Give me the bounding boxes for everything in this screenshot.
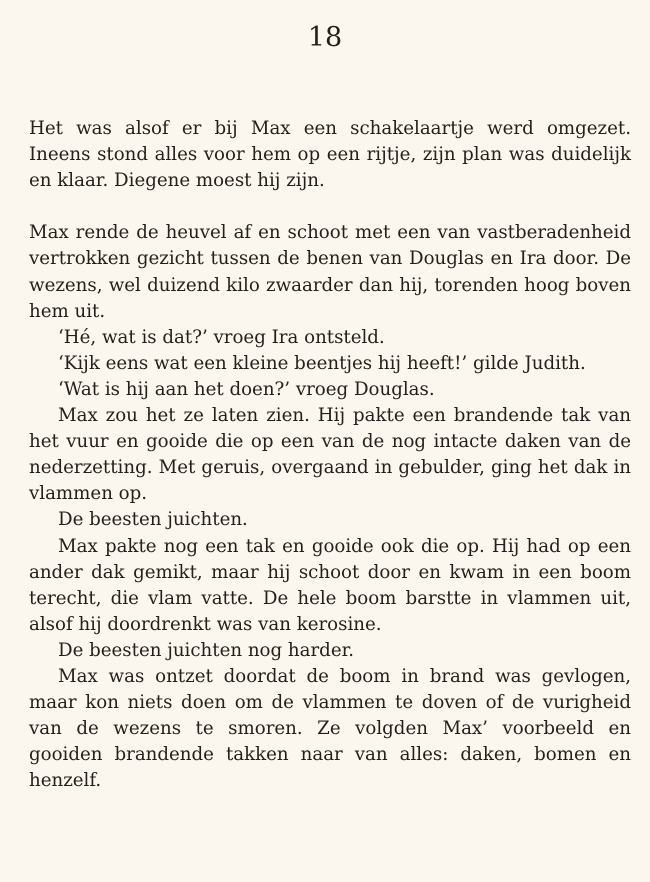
page-number: 18: [307, 22, 343, 53]
paragraph: ‘Kijk eens wat een kleine beentjes hij heeft!’ gilde Judith.: [58, 352, 586, 374]
paragraph: Max zou het ze laten zien. Hij pakte een brandende tak van het vuur en gooide die op een van de nog intacte daken van de nederzetting. Met geruis, overgaand in gebulder, ging het dak in vlammen op.: [29, 405, 631, 505]
body-text: [29, 116, 631, 794]
paragraph: Het was alsof er bij Max een schakelaartje werd omgezet. Ineens stond alles voor hem op een rijtje, zijn plan was duidelijk en klaar. Diegene moest hij zijn.: [29, 118, 631, 192]
paragraph: Max pakte nog een tak en gooide ook die op. Hij had op een ander dak gemikt, maar hij schoot door en kwam in een boom terecht, die vlam vatte. De hele boom barstte in vlammen uit, alsof hij doordrenkt was van kerosine.: [29, 535, 631, 635]
paragraph: De beesten juichten nog harder.: [58, 639, 355, 661]
paragraph: Max rende de heuvel af en schoot met een van vastberadenheid vertrokken gezicht tussen de benen van Douglas en Ira door. De wezens, wel duizend kilo zwaarder dan hij, torenden hoog boven hem uit.: [29, 222, 631, 322]
paragraph: Max was ontzet doordat de boom in brand was gevlogen, maar kon niets doen om de vlammen te doven of de vurigheid van de wezens te smoren. Ze volgden Max’ voorbeeld en gooiden brandende takken naar van alles: daken, bomen en henzelf.: [29, 665, 631, 792]
paragraph: ‘Hé, wat is dat?’ vroeg Ira ontsteld.: [58, 326, 385, 348]
paragraph: ‘Wat is hij aan het doen?’ vroeg Douglas.: [58, 378, 435, 400]
paragraph: De beesten juichten.: [58, 509, 248, 531]
